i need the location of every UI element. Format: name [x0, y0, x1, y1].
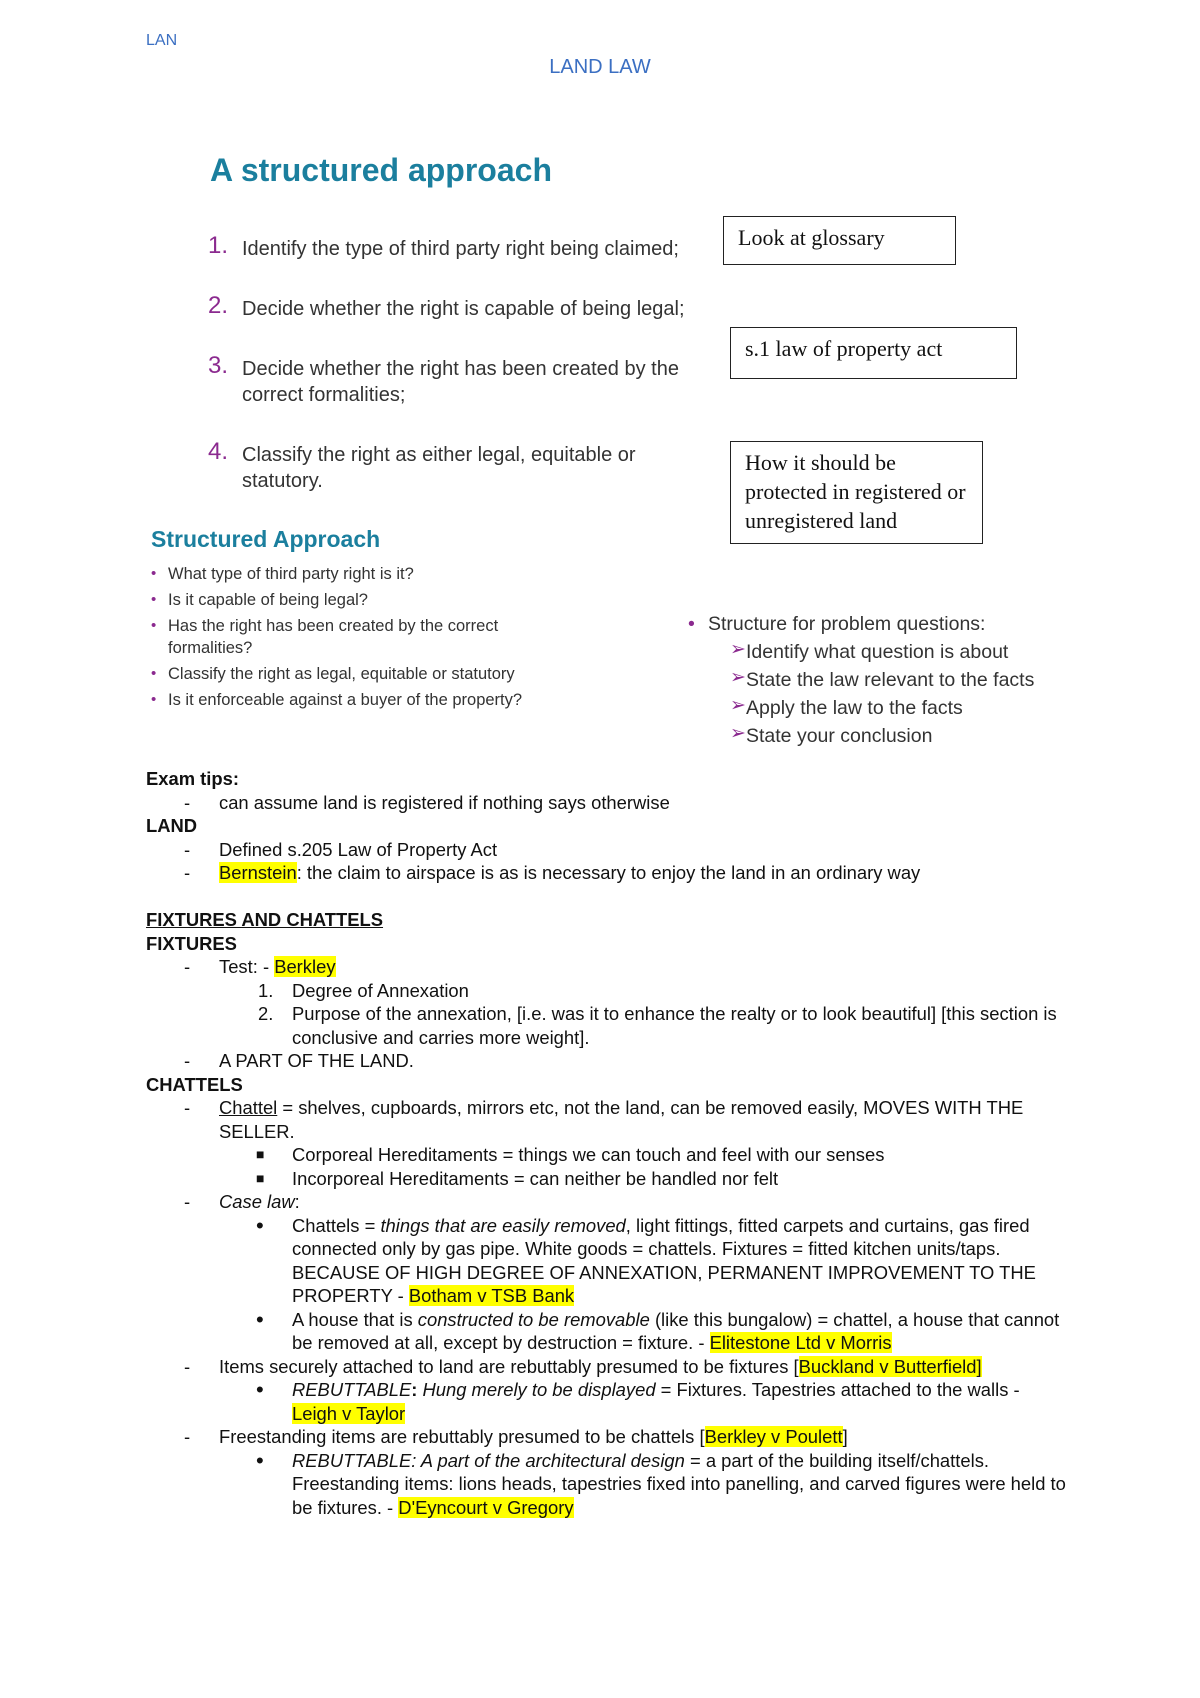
- arrow-icon: ➢: [730, 639, 746, 660]
- list-item: - Test: - Berkley: [184, 956, 336, 977]
- step-text: Decide whether the right has been created by the correct formalities;: [242, 358, 679, 406]
- glossary-box: Look at glossary: [723, 216, 956, 265]
- bullet-icon: •: [151, 591, 157, 608]
- list-item: - Items securely attached to land are rebuttably presumed to be fixtures [Buckland v Butterfield]: [184, 1355, 982, 1377]
- list-item: ➢ Apply the law to the facts: [688, 694, 1068, 722]
- section-heading: FIXTURES AND CHATTELS: [146, 909, 384, 930]
- list-item: - A PART OF THE LAND.: [184, 1050, 414, 1071]
- list-item: ➢ State the law relevant to the facts: [688, 666, 1068, 694]
- bullet-icon: •: [151, 691, 157, 708]
- case-name: Berkley v Poulett: [704, 1426, 843, 1447]
- land-heading: LAND: [146, 815, 198, 836]
- step-number: 1.: [208, 232, 229, 259]
- list-item: • Is it enforceable against a buyer of the property?: [151, 691, 523, 709]
- case-name: Elitestone Ltd v Morris: [709, 1332, 892, 1353]
- list-item: 1. Degree of Annexation: [258, 979, 469, 1001]
- step-text: Decide whether the right is capable of being legal;: [242, 298, 685, 320]
- bullet-icon: •: [151, 565, 157, 582]
- case-name: Bernstein: [219, 862, 297, 883]
- step-text: Classify the right as either legal, equitable or statutory.: [242, 444, 636, 492]
- list-item: ➢ State your conclusion: [688, 722, 1068, 750]
- structured-heading: Structured Approach: [151, 526, 381, 552]
- step-number: 3.: [208, 352, 229, 379]
- list-item: - Case law:: [184, 1191, 300, 1212]
- case-name: Buckland v Butterfield]: [798, 1355, 982, 1377]
- bullet-icon: •: [256, 1377, 264, 1402]
- header-title: LAND LAW: [549, 56, 651, 78]
- bullet-icon: •: [151, 617, 157, 634]
- square-bullet-icon: ■: [256, 1146, 265, 1162]
- list-item: • Has the right has been created by the correct formalities?: [151, 617, 499, 657]
- list-item: • What type of third party right is it?: [151, 565, 414, 583]
- list-item: • REBUTTABLE: A part of the architectural design = a part of the building itself/chattels. Freestanding items: lions heads, tapestries fixed into panelling, and carved figures were held to be fixtures. - D'Eyncourt v Gregory: [256, 1447, 1066, 1518]
- header-left: LAN: [146, 32, 178, 49]
- list-item: • REBUTTABLE: Hung merely to be displayed = Fixtures. Tapestries attached to the walls - Leigh v Taylor: [256, 1377, 1020, 1424]
- bullet-icon: •: [256, 1212, 264, 1238]
- list-item: ➢ Identify what question is about: [688, 638, 1068, 666]
- case-name: Botham v TSB Bank: [408, 1285, 575, 1306]
- lpa-box: s.1 law of property act: [730, 327, 1017, 379]
- list-item: - Chattel = shelves, cupboards, mirrors etc, not the land, can be removed easily, MOVES WITH THE SELLER.: [184, 1097, 1024, 1142]
- case-name: Berkley: [274, 956, 336, 977]
- list-item: • Is it capable of being legal?: [151, 591, 368, 609]
- arrow-icon: ➢: [730, 667, 746, 688]
- bullet-icon: •: [256, 1447, 264, 1473]
- list-item: ■ Incorporeal Hereditaments = can neither be handled nor felt: [256, 1167, 779, 1189]
- list-item: 2. Purpose of the annexation, [i.e. was it to enhance the realty or to look beautiful] [this section is conclusive and carries more weight].: [258, 1003, 1057, 1048]
- exam-tips-heading: Exam tips:: [146, 768, 240, 789]
- list-item: - Freestanding items are rebuttably presumed to be chattels [Berkley v Poulett]: [184, 1426, 848, 1447]
- list-item: ■ Corporeal Hereditaments = things we can touch and feel with our senses: [256, 1144, 885, 1165]
- bullet-icon: •: [688, 613, 695, 635]
- list-item: • Chattels = things that are easily removed, light fittings, fitted carpets and curtains, gas fired connected only by gas pipe. White goods = chattels. Fixtures = fitted kitchen units/taps. BECAUSE OF HIGH DEGREE OF ANNEXATION, PERMANENT IMPROVEMENT TO THE PROPERTY - Botham v TSB Bank: [256, 1212, 1036, 1306]
- bullet-icon: •: [256, 1306, 264, 1332]
- case-name: D'Eyncourt v Gregory: [398, 1496, 574, 1518]
- case-name: Leigh v Taylor: [292, 1402, 406, 1424]
- chattels-heading: CHATTELS: [146, 1073, 243, 1095]
- problem-structure: [688, 611, 1068, 750]
- notes-body: [146, 767, 1066, 1519]
- arrow-icon: ➢: [730, 723, 746, 744]
- arrow-icon: ➢: [730, 695, 746, 716]
- square-bullet-icon: ■: [256, 1169, 265, 1186]
- list-item: - Bernstein: the claim to airspace is as is necessary to enjoy the land in an ordinary way: [184, 862, 921, 883]
- step-number: 2.: [208, 292, 229, 319]
- problem-heading: • Structure for problem questions:: [688, 611, 1068, 638]
- list-item: • Classify the right as legal, equitable or statutory: [151, 665, 515, 683]
- protection-box: How it should be protected in registered or unregistered land: [730, 441, 983, 544]
- list-item: • A house that is constructed to be removable (like this bungalow) = chattel, a house that cannot be removed at all, except by destruction = fixture. - Elitestone Ltd v Morris: [256, 1306, 1060, 1353]
- bullet-icon: •: [151, 665, 157, 682]
- structured-bullets: [151, 563, 551, 715]
- step-text: Identify the type of third party right being claimed;: [242, 238, 679, 260]
- list-item: - Defined s.205 Law of Property Act: [184, 838, 498, 860]
- step-number: 4.: [208, 438, 229, 465]
- fixtures-heading: FIXTURES: [146, 932, 237, 954]
- page-title: A structured approach: [210, 152, 552, 188]
- list-item: - can assume land is registered if nothing says otherwise: [184, 791, 670, 813]
